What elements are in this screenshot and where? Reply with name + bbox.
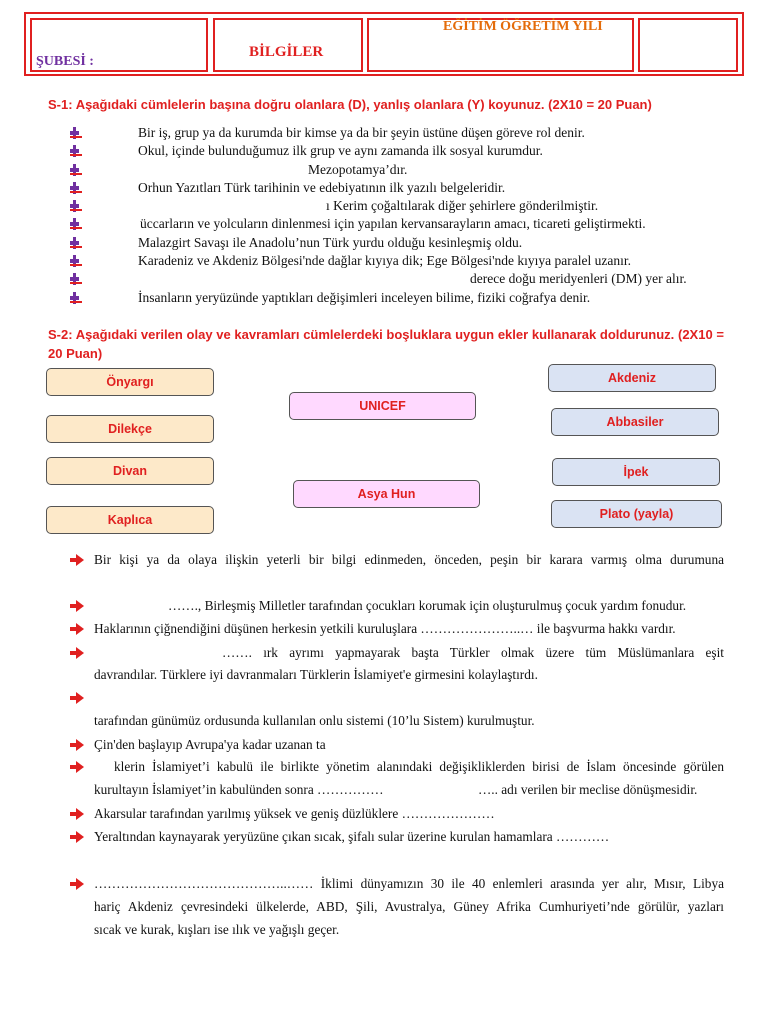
- s2-q1-text: Bir kişi ya da olaya ilişkin yeterli bir bilgi edinmeden, önceden, peşin bir karara varmış olma durumuna: [94, 552, 724, 567]
- section-1-title: S-1: Aşağıdaki cümlelerin başına doğru olanlara (D), yanlış olanlara (Y) koyunuz. (2X10 = 20 Puan): [48, 97, 652, 112]
- arrow-bullet-icon: [70, 554, 84, 566]
- list-item: [70, 179, 750, 197]
- arrow-plus-icon: [70, 200, 84, 212]
- s1-item-text: Mezopotamya’dır.: [308, 161, 408, 177]
- list-item: [70, 197, 750, 215]
- list-item: [70, 215, 750, 233]
- arrow-plus-icon: [70, 164, 84, 176]
- word-box-unicef: UNICEF: [289, 392, 476, 420]
- arrow-bullet-icon: [70, 808, 84, 820]
- arrow-bullet-icon: [70, 739, 84, 751]
- s2-q8-text: Akarsular tarafından yarılmış yüksek ve geniş düzlüklere …………………: [94, 806, 495, 821]
- list-item: [70, 289, 750, 307]
- list-item: [70, 124, 750, 142]
- word-box-kaplica: Kaplıca: [46, 506, 214, 534]
- s2-q10-text-line2: hariç Akdeniz çevresindeki ülkelerde, ABD, Şili, Avustralya, Güney Afrika Cumhuriyeti’nde görülür, yazları: [94, 899, 724, 914]
- s1-item-text: Okul, içinde bulunduğumuz ilk grup ve aynı zamanda ilk sosyal kurumdur.: [138, 143, 543, 159]
- subesi-label: ŞUBESİ :: [36, 54, 94, 69]
- s1-item-text: derece doğu meridyenleri (DM) yer alır.: [470, 271, 687, 287]
- arrow-plus-icon: [70, 182, 84, 194]
- arrow-bullet-icon: [70, 692, 84, 704]
- list-item: [70, 252, 750, 270]
- s2-q7-text-line1: klerin İslamiyet’i kabulü ile birlikte yönetim alanındaki değişikliklerden birisi de İslam öncesinde görülen: [114, 759, 724, 774]
- s2-q7-text-line2b: ….. adı verilen bir meclise dönüşmesidir.: [478, 782, 698, 797]
- s2-q6-text: Çin'den başlayıp Avrupa'ya kadar uzanan ta: [94, 737, 326, 752]
- s1-item-text: İnsanların yeryüzünde yaptıkları değişimleri inceleyen bilime, fiziki coğrafya denir.: [138, 289, 591, 305]
- arrow-plus-icon: [70, 237, 84, 249]
- section-2-title: S-2: Aşağıdaki verilen olay ve kavramları cümlelerdeki boşluklara uygun ekler kullanarak doldurunuz. (2X10 = 20 Puan): [48, 327, 724, 361]
- arrow-bullet-icon: [70, 623, 84, 635]
- s2-q4-text-line1: ……. ırk ayrımı yapmayarak başta Türkler olmak üzere tüm Müslümanlara eşit: [222, 645, 724, 660]
- s2-q9-text: Yeraltından kaynayarak yeryüzüne çıkan sıcak, şifalı sular üzerine kurulan hamamlara …………: [94, 829, 610, 844]
- s1-item-text: ı Kerim çoğaltılarak diğer şehirlere gönderilmiştir.: [326, 198, 599, 214]
- word-box-akdeniz: Akdeniz: [548, 364, 716, 392]
- s2-q10-text-line1: ……………………………………..…… İklimi dünyamızın 30 ile 40 enlemleri arasında yer alır, Mısır, Libya: [94, 876, 724, 891]
- list-item: [70, 142, 750, 160]
- arrow-plus-icon: [70, 255, 84, 267]
- s2-q2-text: ……., Birleşmiş Milletler tarafından çocukları korumak için oluşturulmuş çocuk yardım fonudur.: [168, 598, 687, 613]
- s1-list: [70, 124, 750, 307]
- arrow-plus-icon: [70, 218, 84, 230]
- egitim-yili-label: EĞİTİM ÖĞRETİM YILI: [443, 19, 603, 34]
- list-item: [70, 161, 750, 179]
- word-box-abbasiler: Abbasiler: [551, 408, 719, 436]
- s2-q5-text: tarafından günümüz ordusunda kullanılan onlu sistemi (10’lu Sistem) kurulmuştur.: [94, 713, 535, 728]
- word-box-divan: Divan: [46, 457, 214, 485]
- word-box-onyargi: Önyargı: [46, 368, 214, 396]
- word-box-asya-hun: Asya Hun: [293, 480, 480, 508]
- word-box-dilekce: Dilekçe: [46, 415, 214, 443]
- header-cell-empty: [638, 18, 738, 72]
- s2-q10-text-line3: sıcak ve kurak, kışları ise ılık ve yağışlı geçer.: [94, 922, 340, 937]
- s1-item-text: Karadeniz ve Akdeniz Bölgesi'nde dağlar kıyıya dik; Ege Bölgesi'nde kıyıya paralel uzanır.: [138, 253, 631, 269]
- arrow-plus-icon: [70, 145, 84, 157]
- list-item: [70, 234, 750, 252]
- word-box-ipek: İpek: [552, 458, 720, 486]
- s2-q7-text-line2a: kurultayın İslamiyet’in kabulünden sonra ……………: [94, 782, 384, 797]
- bilgiler-title: BİLGİLER: [249, 44, 324, 60]
- arrow-plus-icon: [70, 127, 84, 139]
- s1-item-text: Orhun Yazıtları Türk tarihinin ve edebiyatının ilk yazılı belgeleridir.: [138, 179, 506, 195]
- arrow-bullet-icon: [70, 831, 84, 843]
- s1-item-text: Malazgirt Savaşı ile Anadolu’nun Türk yurdu olduğu kesinleşmiş oldu.: [138, 234, 523, 250]
- arrow-bullet-icon: [70, 761, 84, 773]
- arrow-plus-icon: [70, 273, 84, 285]
- list-item: [70, 270, 750, 288]
- word-box-plato: Plato (yayla): [551, 500, 722, 528]
- s2-q3-text: Haklarının çiğnendiğini düşünen herkesin yetkili kuruluşlara …………………..… ile başvurma hakkı vardır.: [94, 621, 676, 636]
- s1-item-text: Bir iş, grup ya da kurumda bir kimse ya da bir şeyin üstüne düşen göreve rol denir.: [138, 125, 585, 140]
- arrow-bullet-icon: [70, 878, 84, 890]
- s1-item-text: üccarların ve yolcuların dinlenmesi için yapılan kervansarayların amacı, ticareti geliştirmekti.: [140, 216, 646, 232]
- arrow-bullet-icon: [70, 647, 84, 659]
- s2-q4-text-line2: davrandılar. Türklere iyi davranmaları Türklerin İslamiyet'e girmesini kolaylaştırdı.: [94, 667, 538, 682]
- arrow-plus-icon: [70, 292, 84, 304]
- arrow-bullet-icon: [70, 600, 84, 612]
